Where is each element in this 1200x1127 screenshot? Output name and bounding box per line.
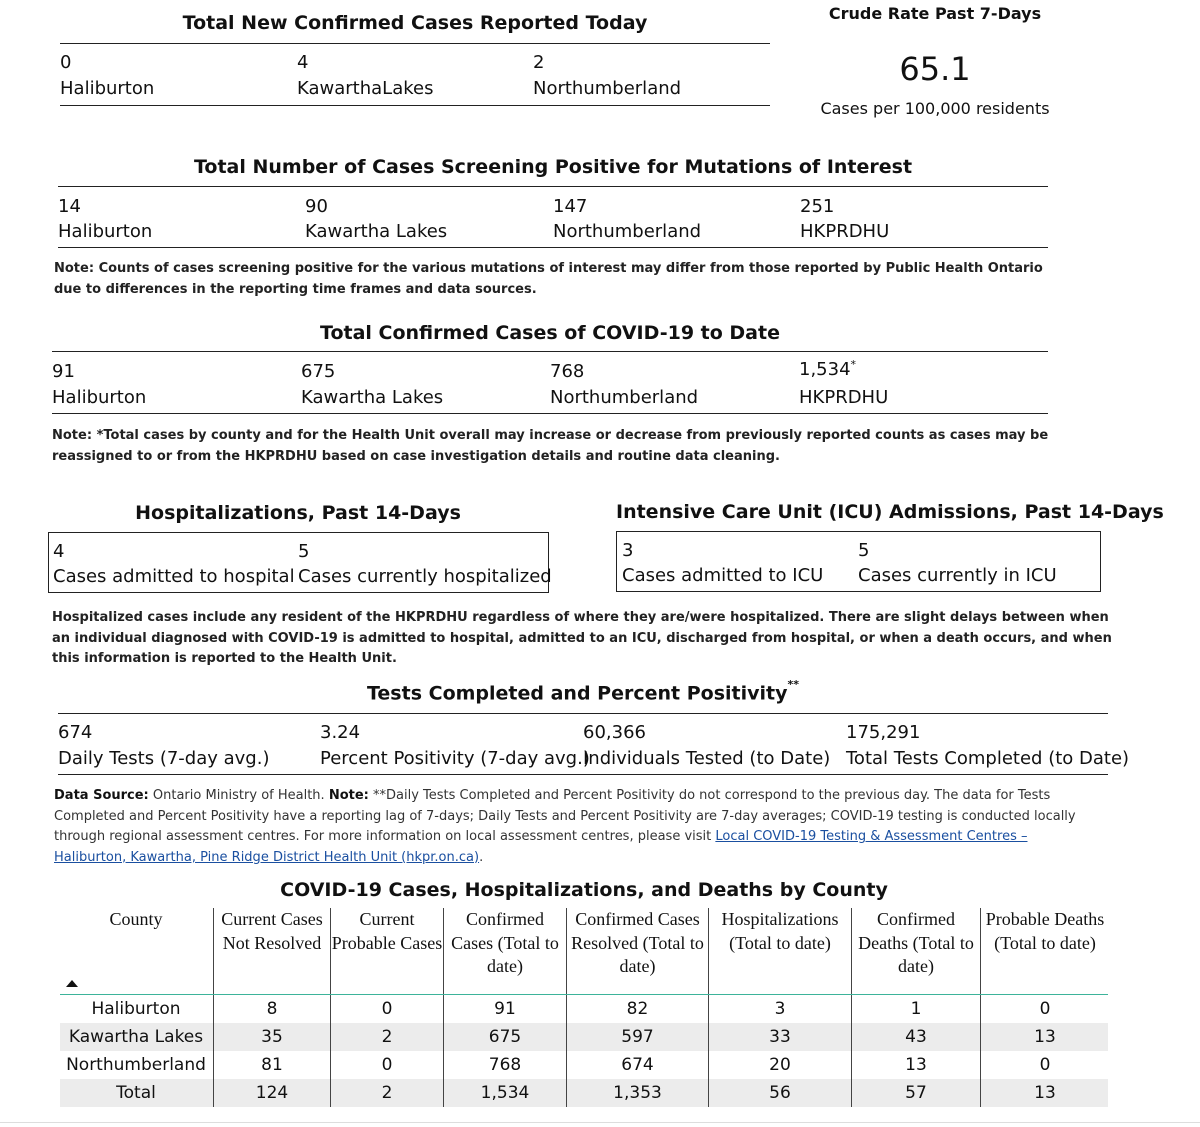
cell-probable-cases: 0: [330, 1051, 443, 1079]
mutations-value-haliburton: 14: [58, 196, 81, 217]
new-cases-label-kawartha: KawarthaLakes: [297, 78, 434, 99]
page-bottom-rule: [0, 1122, 1200, 1123]
hospital-label-admitted: Cases admitted to hospital: [53, 566, 295, 587]
tests-value-daily: 674: [58, 722, 93, 743]
mutations-bottom-rule: [58, 247, 1048, 248]
header-hospitalizations[interactable]: Hospitalizations (Total to date): [708, 908, 851, 994]
header-current-cases[interactable]: Current Cases Not Resolved: [213, 908, 330, 994]
cell-county: Kawartha Lakes: [68, 1027, 204, 1047]
hospital-title: Hospitalizations, Past 14-Days: [135, 502, 461, 524]
mutations-note: Note: Counts of cases screening positive for the various mutations of interest may differ from those reported by Public Health Ontario due to differences in the reporting time frames and data sources.: [54, 261, 1043, 297]
county-table: [60, 906, 1108, 1107]
sort-ascending-icon[interactable]: [66, 980, 78, 987]
cell-hospitalizations: 20: [708, 1051, 851, 1079]
tests-title: [58, 678, 1108, 705]
crude-rate-title: Crude Rate Past 7-Days: [828, 4, 1042, 23]
header-confirmed-deaths[interactable]: Confirmed Deaths (Total to date): [851, 908, 980, 994]
confirmed-top-rule: [52, 351, 1048, 352]
data-source-note: [54, 786, 1094, 868]
header-probable-deaths[interactable]: Probable Deaths (Total to date): [980, 908, 1109, 994]
table-row: [60, 1051, 1108, 1079]
cell-confirmed-cases: 768: [443, 1051, 566, 1079]
new-cases-value-haliburton: 0: [60, 52, 72, 73]
hospital-value-current: 5: [298, 541, 310, 562]
confirmed-label-northumberland: Northumberland: [550, 387, 699, 408]
new-cases-title: Total New Confirmed Cases Reported Today: [182, 12, 648, 34]
tests-value-total: 175,291: [846, 722, 921, 743]
tests-value-positivity: 3.24: [320, 722, 361, 743]
header-confirmed-cases[interactable]: Confirmed Cases (Total to date): [443, 908, 566, 994]
mutations-label-kawartha: Kawartha Lakes: [305, 221, 448, 242]
tests-label-individuals: Individuals Tested (to Date): [583, 748, 831, 769]
mutations-label-haliburton: Haliburton: [58, 221, 153, 242]
tests-label-positivity: Percent Positivity (7-day avg.): [320, 748, 590, 769]
cell-probable-deaths: 0: [980, 1051, 1109, 1079]
mutations-value-northumberland: 147: [553, 196, 588, 217]
data-source-label: Data Source:: [54, 788, 149, 803]
cell-probable-cases: 0: [330, 995, 443, 1023]
tests-value-individuals: 60,366: [583, 722, 646, 743]
cell-confirmed-resolved: 674: [566, 1051, 708, 1079]
assessment-centres-link[interactable]: Local COVID-19 Testing & Assessment Centres – Haliburton, Kawartha, Pine Ridge District Health Unit (hkpr.on.ca): [54, 829, 1028, 865]
new-cases-value-northumberland: 2: [533, 52, 545, 73]
cell-probable-cases: 2: [330, 1023, 443, 1051]
hospital-value-admitted: 4: [53, 541, 65, 562]
mutations-label-hkprdhu: HKPRDHU: [800, 221, 890, 242]
crude-rate-value: 65.1: [899, 50, 971, 88]
table-row: [60, 1023, 1108, 1051]
new-cases-bottom-rule: [60, 105, 770, 106]
cell-confirmed-resolved: 597: [566, 1023, 708, 1051]
confirmed-value-kawartha: 675: [301, 361, 336, 382]
mutations-value-kawartha: 90: [305, 196, 328, 217]
data-source-text: Ontario Ministry of Health.: [148, 788, 329, 803]
cell-county: Total: [116, 1083, 156, 1103]
cell-confirmed-cases: 675: [443, 1023, 566, 1051]
icu-label-current: Cases currently in ICU: [858, 565, 1057, 586]
icu-title: Intensive Care Unit (ICU) Admissions, Past 14-Days: [616, 501, 1164, 523]
mutations-label-northumberland: Northumberland: [553, 221, 702, 242]
header-confirmed-resolved[interactable]: Confirmed Cases Resolved (Total to date): [566, 908, 708, 994]
cell-probable-deaths: 13: [980, 1023, 1109, 1051]
confirmed-bottom-rule: [52, 413, 1048, 414]
mutations-value-hkprdhu: 251: [800, 196, 835, 217]
data-source-note-text: **Daily Tests Completed and Percent Positivity do not correspond to the previous day. The data for Tests Completed and Percent Positivity have a reporting lag of 7-days; Daily Tests and Percent Positivity are 7-day averages; COVID-19 testing is conducted locally through regional assessment centres. For more information on local assessment centres, please visit: [54, 788, 1076, 844]
cell-probable-cases: 2: [330, 1079, 443, 1107]
confirmed-asterisk: *: [850, 358, 857, 371]
cell-hospitalizations: 3: [708, 995, 851, 1023]
county-table-header: [60, 906, 1108, 995]
header-county[interactable]: County: [109, 909, 163, 929]
cell-current-cases: 81: [213, 1051, 330, 1079]
tests-label-total: Total Tests Completed (to Date): [846, 748, 1130, 769]
confirmed-label-kawartha: Kawartha Lakes: [301, 387, 444, 408]
confirmed-value-northumberland: 768: [550, 361, 585, 382]
cell-confirmed-deaths: 1: [851, 995, 980, 1023]
table-row-total: [60, 1079, 1108, 1107]
icu-value-admitted: 3: [622, 540, 634, 561]
cell-confirmed-deaths: 13: [851, 1051, 980, 1079]
tests-asterisks: **: [787, 678, 799, 691]
icu-value-current: 5: [858, 540, 870, 561]
cell-current-cases: 124: [213, 1079, 330, 1107]
data-source-note-label: Note:: [328, 788, 369, 803]
cell-probable-deaths: 0: [980, 995, 1109, 1023]
cell-hospitalizations: 56: [708, 1079, 851, 1107]
cell-confirmed-resolved: 82: [566, 995, 708, 1023]
cell-county: Haliburton: [91, 999, 181, 1019]
confirmed-note: Note: *Total cases by county and for the Health Unit overall may increase or decrease from previously reported counts as cases may be reassigned to or from the HKPRDHU based on case investigation details and routine data cleaning.: [52, 428, 1049, 464]
new-cases-label-haliburton: Haliburton: [60, 78, 155, 99]
new-cases-label-northumberland: Northumberland: [533, 78, 682, 99]
cell-county: Northumberland: [66, 1055, 206, 1075]
cell-confirmed-cases: 91: [443, 995, 566, 1023]
confirmed-label-hkprdhu: HKPRDHU: [799, 387, 889, 408]
cell-current-cases: 35: [213, 1023, 330, 1051]
tests-bottom-rule: [58, 774, 1108, 775]
tests-top-rule: [58, 713, 1108, 714]
confirmed-value-hkprdhu-number: 1,534: [799, 359, 851, 380]
crude-rate-caption: Cases per 100,000 residents: [820, 99, 1050, 118]
new-cases-value-kawartha: 4: [297, 52, 309, 73]
header-probable-cases[interactable]: Current Probable Cases: [330, 908, 443, 994]
confirmed-value-haliburton: 91: [52, 361, 75, 382]
tests-title-text: Tests Completed and Percent Positivity: [366, 682, 788, 705]
data-source-tail: .: [479, 849, 484, 865]
new-cases-top-rule: [60, 43, 770, 44]
confirmed-value-hkprdhu: [799, 358, 856, 380]
cell-hospitalizations: 33: [708, 1023, 851, 1051]
mutations-title: Total Number of Cases Screening Positive for Mutations of Interest: [193, 156, 913, 178]
cell-probable-deaths: 13: [980, 1079, 1109, 1107]
mutations-top-rule: [58, 186, 1048, 187]
cell-confirmed-resolved: 1,353: [566, 1079, 708, 1107]
confirmed-title: Total Confirmed Cases of COVID-19 to Date: [320, 322, 780, 344]
county-table-title: COVID-19 Cases, Hospitalizations, and Deaths by County: [280, 879, 888, 901]
cell-current-cases: 8: [213, 995, 330, 1023]
table-row: [60, 995, 1108, 1023]
tests-label-daily: Daily Tests (7-day avg.): [58, 748, 270, 769]
hospitalization-note: Hospitalized cases include any resident of the HKPRDHU regardless of where they are/were hospitalized. There are slight delays between when an individual diagnosed with COVID-19 is admitted to hospital, admitted to an ICU, discharged from hospital, or when a death occurs, and when this information is reported to the Health Unit.: [52, 610, 1112, 666]
icu-label-admitted: Cases admitted to ICU: [622, 565, 824, 586]
confirmed-label-haliburton: Haliburton: [52, 387, 147, 408]
cell-confirmed-deaths: 43: [851, 1023, 980, 1051]
hospital-label-current: Cases currently hospitalized: [298, 566, 552, 587]
cell-confirmed-cases: 1,534: [443, 1079, 566, 1107]
cell-confirmed-deaths: 57: [851, 1079, 980, 1107]
